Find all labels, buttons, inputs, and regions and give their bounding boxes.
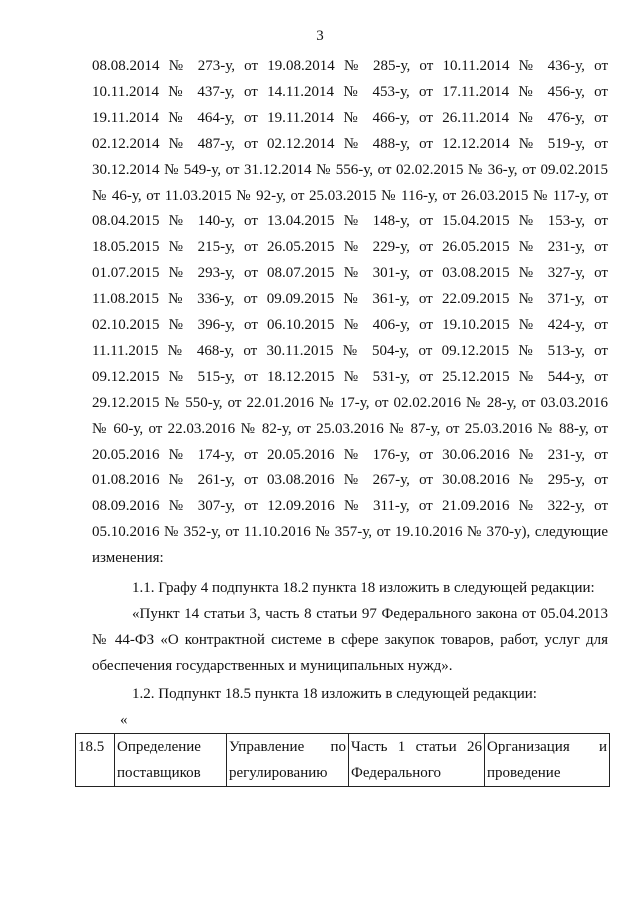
cell-text: Организация и — [487, 739, 607, 755]
table-row — [76, 734, 610, 787]
text-line: 09.12.2015 № 515-у, от 18.12.2015 № 531-у, от 25.12.2015 № 544-у, от — [92, 368, 608, 385]
text-line: № 60-у, от 22.03.2016 № 82-у, от 25.03.2016 № 87-у, от 25.03.2016 № 88-у, от — [92, 420, 608, 437]
text-line: 01.07.2015 № 293-у, от 08.07.2015 № 301-у, от 03.08.2015 № 327-у, от — [92, 265, 608, 282]
quote-line-2: № 44-ФЗ «О контрактной системе в сфере закупок товаров, работ, услуг для — [92, 632, 608, 648]
text-line: 30.12.2014 № 549-у, от 31.12.2014 № 556-у, от 02.02.2015 № 36-у, от 09.02.2015 — [92, 161, 608, 178]
table-cell-name — [115, 734, 227, 787]
text-line: 02.12.2014 № 487-у, от 02.12.2014 № 488-у, от 12.12.2014 № 519-у, от — [92, 135, 608, 152]
cell-text: Часть 1 статьи 26 — [351, 739, 482, 755]
paragraph-1-2: 1.2. Подпункт 18.5 пункта 18 изложить в следующей редакции: — [132, 686, 537, 702]
page-number: 3 — [316, 28, 324, 44]
table-cell-legal-basis — [349, 734, 485, 787]
table-cell-function — [485, 734, 610, 787]
table-cell-number: 18.5 — [76, 734, 115, 787]
text-line: 02.10.2015 № 396-у, от 06.10.2015 № 406-у, от 19.10.2015 № 424-у, от — [92, 317, 608, 333]
text-line: изменения: — [92, 550, 164, 567]
cell-text: проведение — [487, 765, 561, 781]
text-line: 29.12.2015 № 550-у, от 22.01.2016 № 17-у, от 02.02.2016 № 28-у, от 03.03.2016 — [92, 394, 608, 411]
text-line: 05.10.2016 № 352-у, от 11.10.2016 № 357-у, от 19.10.2016 № 370-у), следующие — [92, 524, 608, 541]
text-line: 19.11.2014 № 464-у, от 19.11.2014 № 466-у, от 26.11.2014 № 476-у, от — [92, 109, 608, 126]
cell-text: Федерального — [351, 765, 442, 781]
text-line: 08.09.2016 № 307-у, от 12.09.2016 № 311-у, от 21.09.2016 № 322-у, от — [92, 498, 608, 515]
text-line: 11.11.2015 № 468-у, от 30.11.2015 № 504-у, от 09.12.2015 № 513-у, от — [92, 342, 608, 359]
text-line: 20.05.2016 № 174-у, от 20.05.2016 № 176-у, от 30.06.2016 № 231-у, от — [92, 446, 608, 463]
text-line: 08.04.2015 № 140-у, от 13.04.2015 № 148-у, от 15.04.2015 № 153-у, от — [92, 213, 608, 230]
quote-open-mark: « — [120, 712, 128, 728]
table-cell-department — [227, 734, 349, 787]
text-line: 18.05.2015 № 215-у, от 26.05.2015 № 229-у, от 26.05.2015 № 231-у, от — [92, 239, 608, 256]
text-line: 01.08.2016 № 261-у, от 03.08.2016 № 267-у, от 30.08.2016 № 295-у, от — [92, 472, 608, 489]
cell-text: Управление по — [229, 739, 346, 755]
cell-text: регулированию — [229, 765, 328, 781]
text-line: 08.08.2014 № 273-у, от 19.08.2014 № 285-у, от 10.11.2014 № 436-у, от — [92, 58, 608, 74]
quote-line-3: обеспечения государственных и муниципальных нужд». — [92, 658, 453, 674]
subsection-table — [75, 733, 610, 787]
paragraph-1-1: 1.1. Графу 4 подпункта 18.2 пункта 18 изложить в следующей редакции: — [132, 580, 595, 596]
quote-line-1: «Пункт 14 статьи 3, часть 8 статьи 97 Федерального закона от 05.04.2013 — [132, 606, 608, 622]
cell-text: поставщиков — [117, 765, 201, 781]
cell-text: Определение — [117, 739, 201, 755]
text-line: № 46-у, от 11.03.2015 № 92-у, от 25.03.2015 № 116-у, от 26.03.2015 № 117-у, от — [92, 187, 608, 204]
text-line: 10.11.2014 № 437-у, от 14.11.2014 № 453-у, от 17.11.2014 № 456-у, от — [92, 83, 608, 100]
text-line: 11.08.2015 № 336-у, от 09.09.2015 № 361-у, от 22.09.2015 № 371-у, от — [92, 291, 608, 308]
